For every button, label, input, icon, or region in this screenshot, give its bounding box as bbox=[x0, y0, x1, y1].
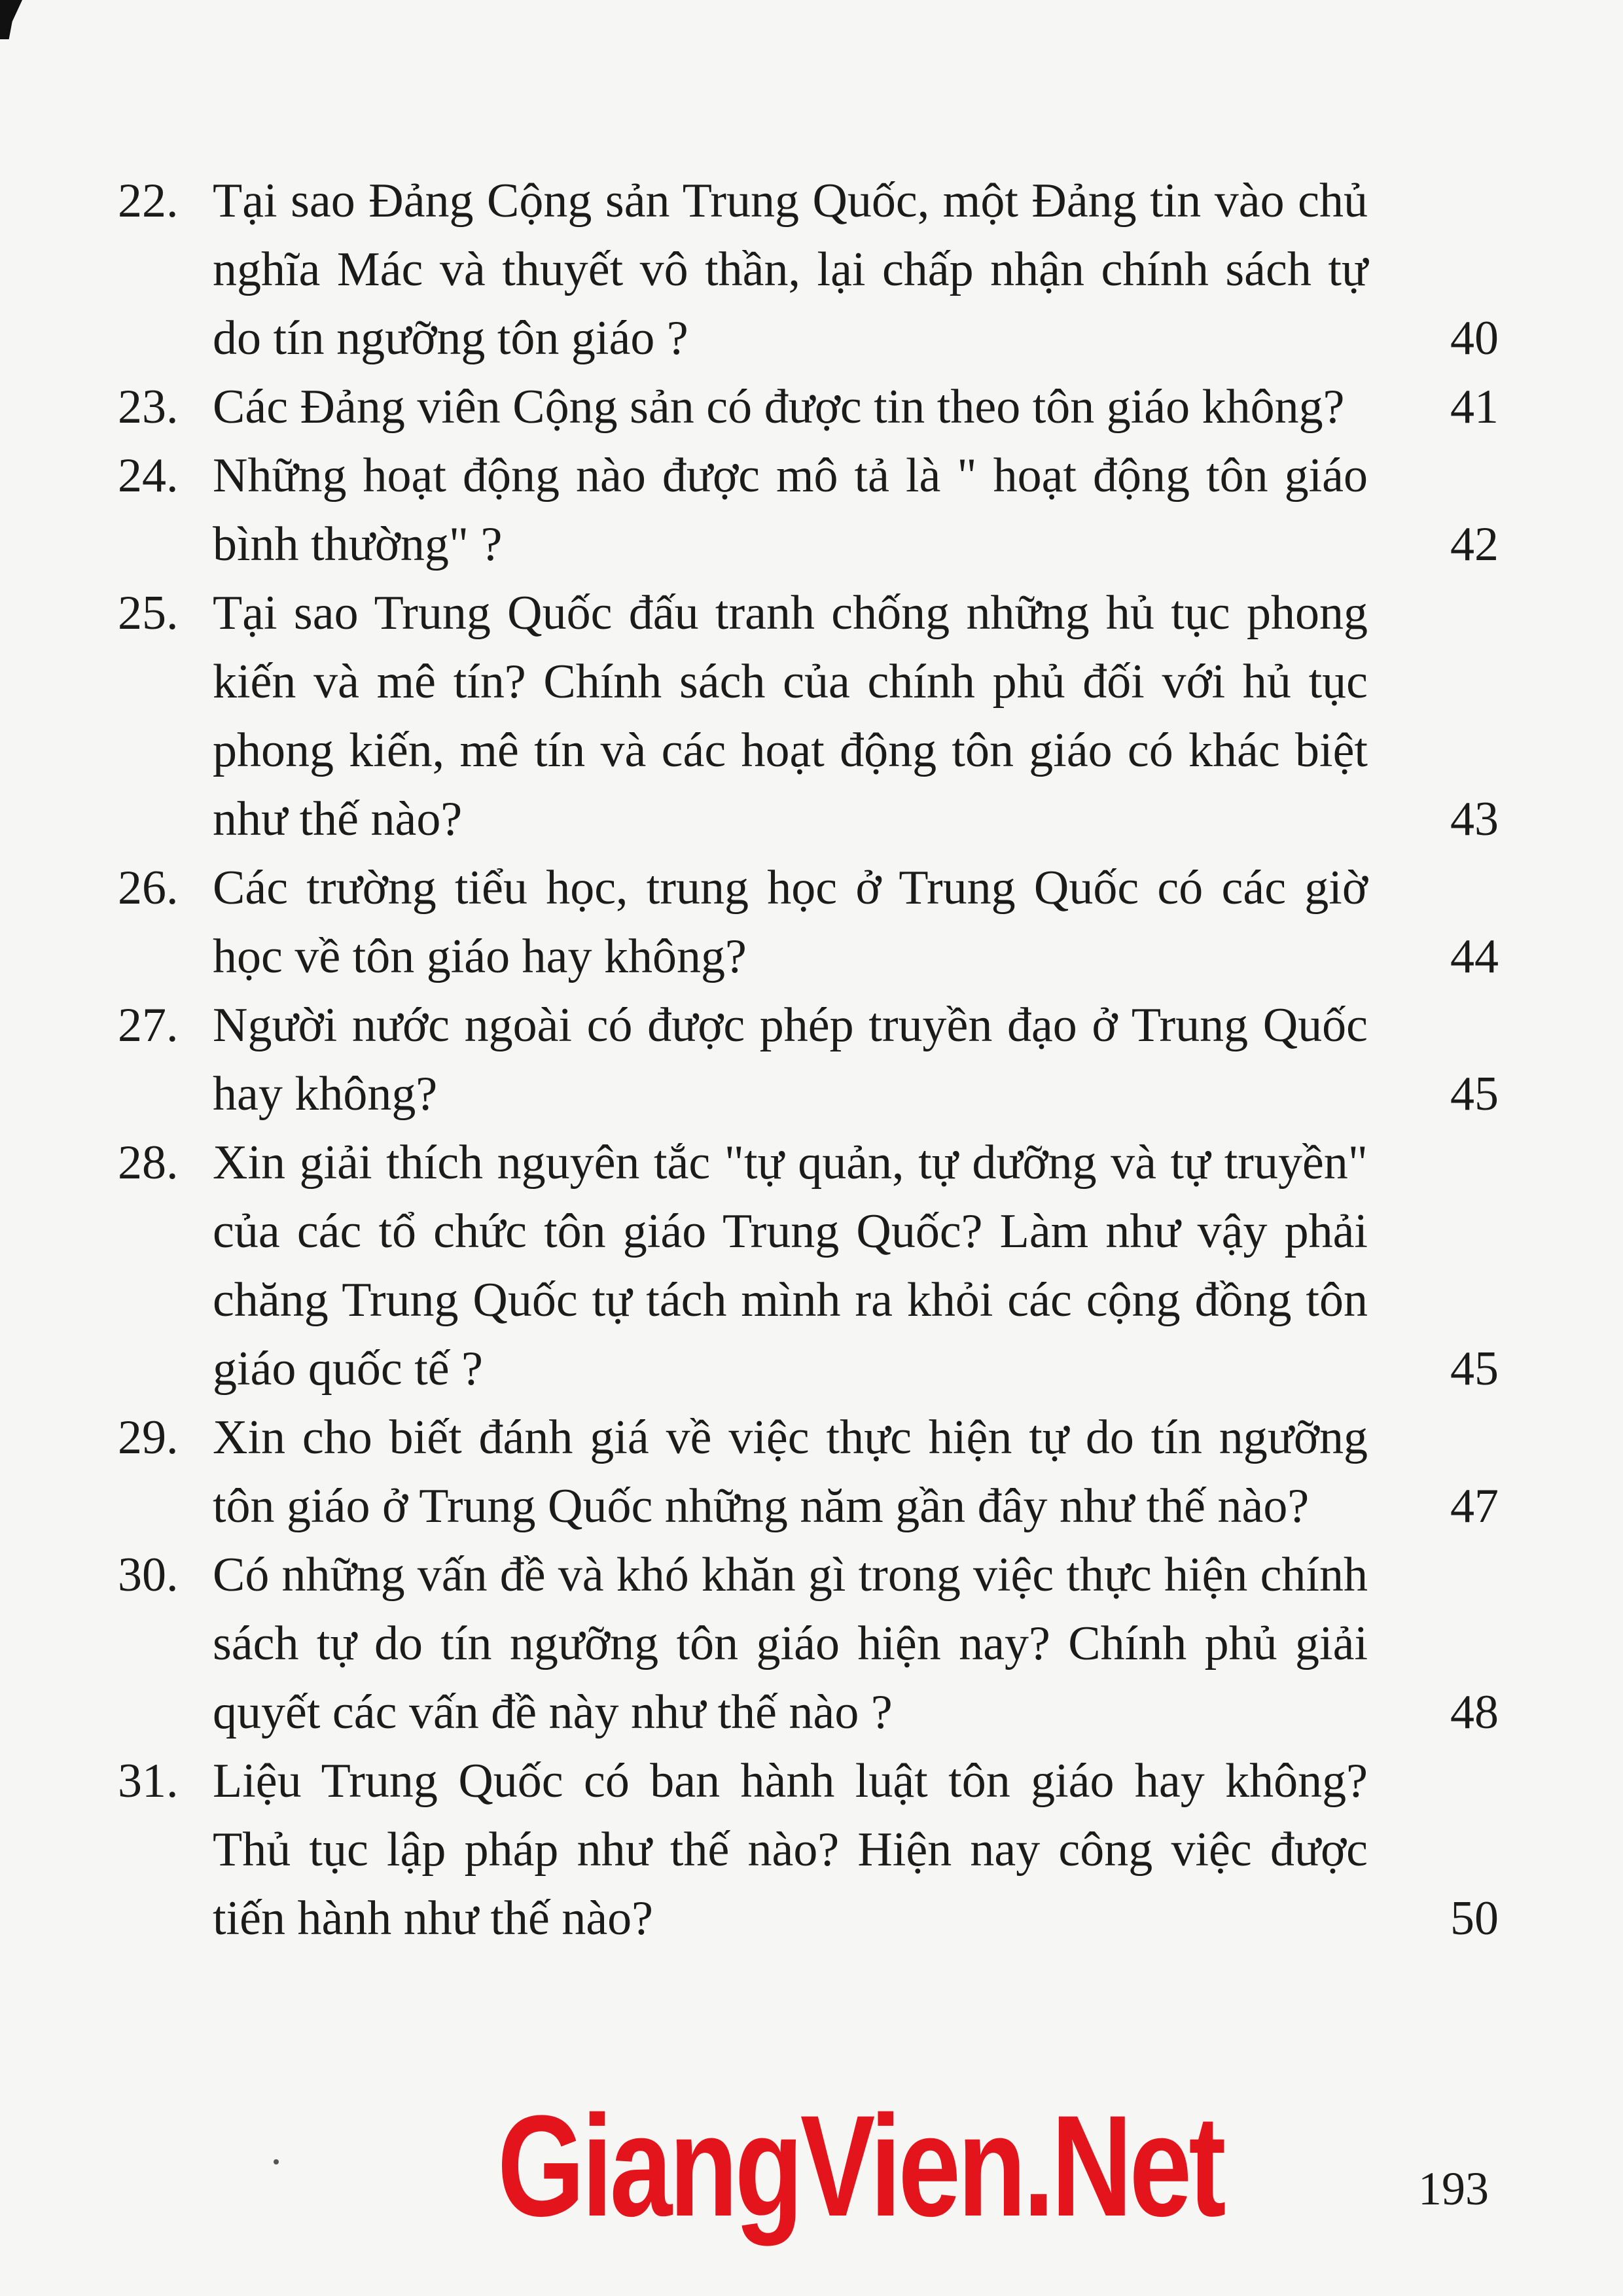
toc-entry bbox=[118, 167, 1499, 373]
ink-speck bbox=[274, 2159, 279, 2164]
toc-entry bbox=[118, 991, 1499, 1129]
entry-number: 31. bbox=[118, 1754, 179, 1808]
entry-text: Những hoạt động nào được mô tả là " hoạt động tôn giáo bình thường" ? bbox=[213, 449, 1368, 571]
toc-entry bbox=[118, 1129, 1499, 1404]
entry-text: Tại sao Đảng Cộng sản Trung Quốc, một Đảng tin vào chủ nghĩa Mác và thuyết vô thần, lại chấp nhận chính sách tự do tín ngưỡng tôn giáo ? bbox=[213, 174, 1368, 365]
entry-number: 27. bbox=[118, 998, 179, 1052]
entry-number: 29. bbox=[118, 1411, 179, 1464]
watermark-logo: GiangVien.Net bbox=[497, 2085, 1223, 2246]
entry-text: Có những vấn đề và khó khăn gì trong việc thực hiện chính sách tự do tín ngưỡng tôn giáo hiện nay? Chính phủ giải quyết các vấn đề này như thế nào ? bbox=[213, 1548, 1368, 1739]
entry-number: 26. bbox=[118, 861, 179, 915]
entry-number: 24. bbox=[118, 449, 179, 503]
entry-page: 47 bbox=[1450, 1479, 1499, 1533]
toc-entry bbox=[118, 442, 1499, 579]
scan-corner-mark bbox=[0, 0, 22, 39]
toc-entry bbox=[118, 854, 1499, 991]
entry-page: 41 bbox=[1450, 380, 1499, 434]
entry-text: Xin giải thích nguyên tắc "tự quản, tự dưỡng và tự truyền" của các tổ chức tôn giáo Trung Quốc? Làm như vậy phải chăng Trung Quốc tự tách mình ra khỏi các cộng đồng tôn giáo quốc tế ? bbox=[213, 1136, 1368, 1396]
entry-number: 23. bbox=[118, 380, 179, 434]
entry-number: 25. bbox=[118, 586, 179, 640]
entry-text: Các Đảng viên Cộng sản có được tin theo tôn giáo không? bbox=[213, 380, 1345, 434]
entry-text: Tại sao Trung Quốc đấu tranh chống những hủ tục phong kiến và mê tín? Chính sách của chính phủ đối với hủ tục phong kiến, mê tín và các hoạt động tôn giáo có khác biệt như thế nào? bbox=[213, 586, 1368, 846]
entry-number: 28. bbox=[118, 1136, 179, 1190]
entry-number: 30. bbox=[118, 1548, 179, 1602]
entry-page: 44 bbox=[1450, 930, 1499, 983]
entry-page: 50 bbox=[1450, 1892, 1499, 1945]
entry-text: Người nước ngoài có được phép truyền đạo ở Trung Quốc hay không? bbox=[213, 998, 1368, 1121]
entry-page: 42 bbox=[1450, 518, 1499, 571]
entry-page: 48 bbox=[1450, 1686, 1499, 1739]
entry-page: 45 bbox=[1450, 1067, 1499, 1121]
entry-page: 45 bbox=[1450, 1342, 1499, 1396]
toc-entry bbox=[118, 373, 1499, 442]
entry-page: 43 bbox=[1450, 792, 1499, 846]
entry-text: Liệu Trung Quốc có ban hành luật tôn giáo hay không? Thủ tục lập pháp như thế nào? Hiện nay công việc được tiến hành như thế nào? bbox=[213, 1754, 1368, 1945]
entry-page: 40 bbox=[1450, 311, 1499, 365]
toc-entry bbox=[118, 579, 1499, 854]
entry-text: Xin cho biết đánh giá về việc thực hiện tự do tín ngưỡng tôn giáo ở Trung Quốc những năm gần đây như thế nào? bbox=[213, 1411, 1368, 1533]
toc-entry bbox=[118, 1404, 1499, 1541]
entry-number: 22. bbox=[118, 174, 179, 228]
toc-entry bbox=[118, 1747, 1499, 1953]
toc-entry bbox=[118, 1541, 1499, 1747]
page-number: 193 bbox=[1418, 2163, 1489, 2215]
entry-text: Các trường tiểu học, trung học ở Trung Quốc có các giờ học về tôn giáo hay không? bbox=[213, 861, 1368, 983]
table-of-contents bbox=[118, 167, 1499, 1953]
